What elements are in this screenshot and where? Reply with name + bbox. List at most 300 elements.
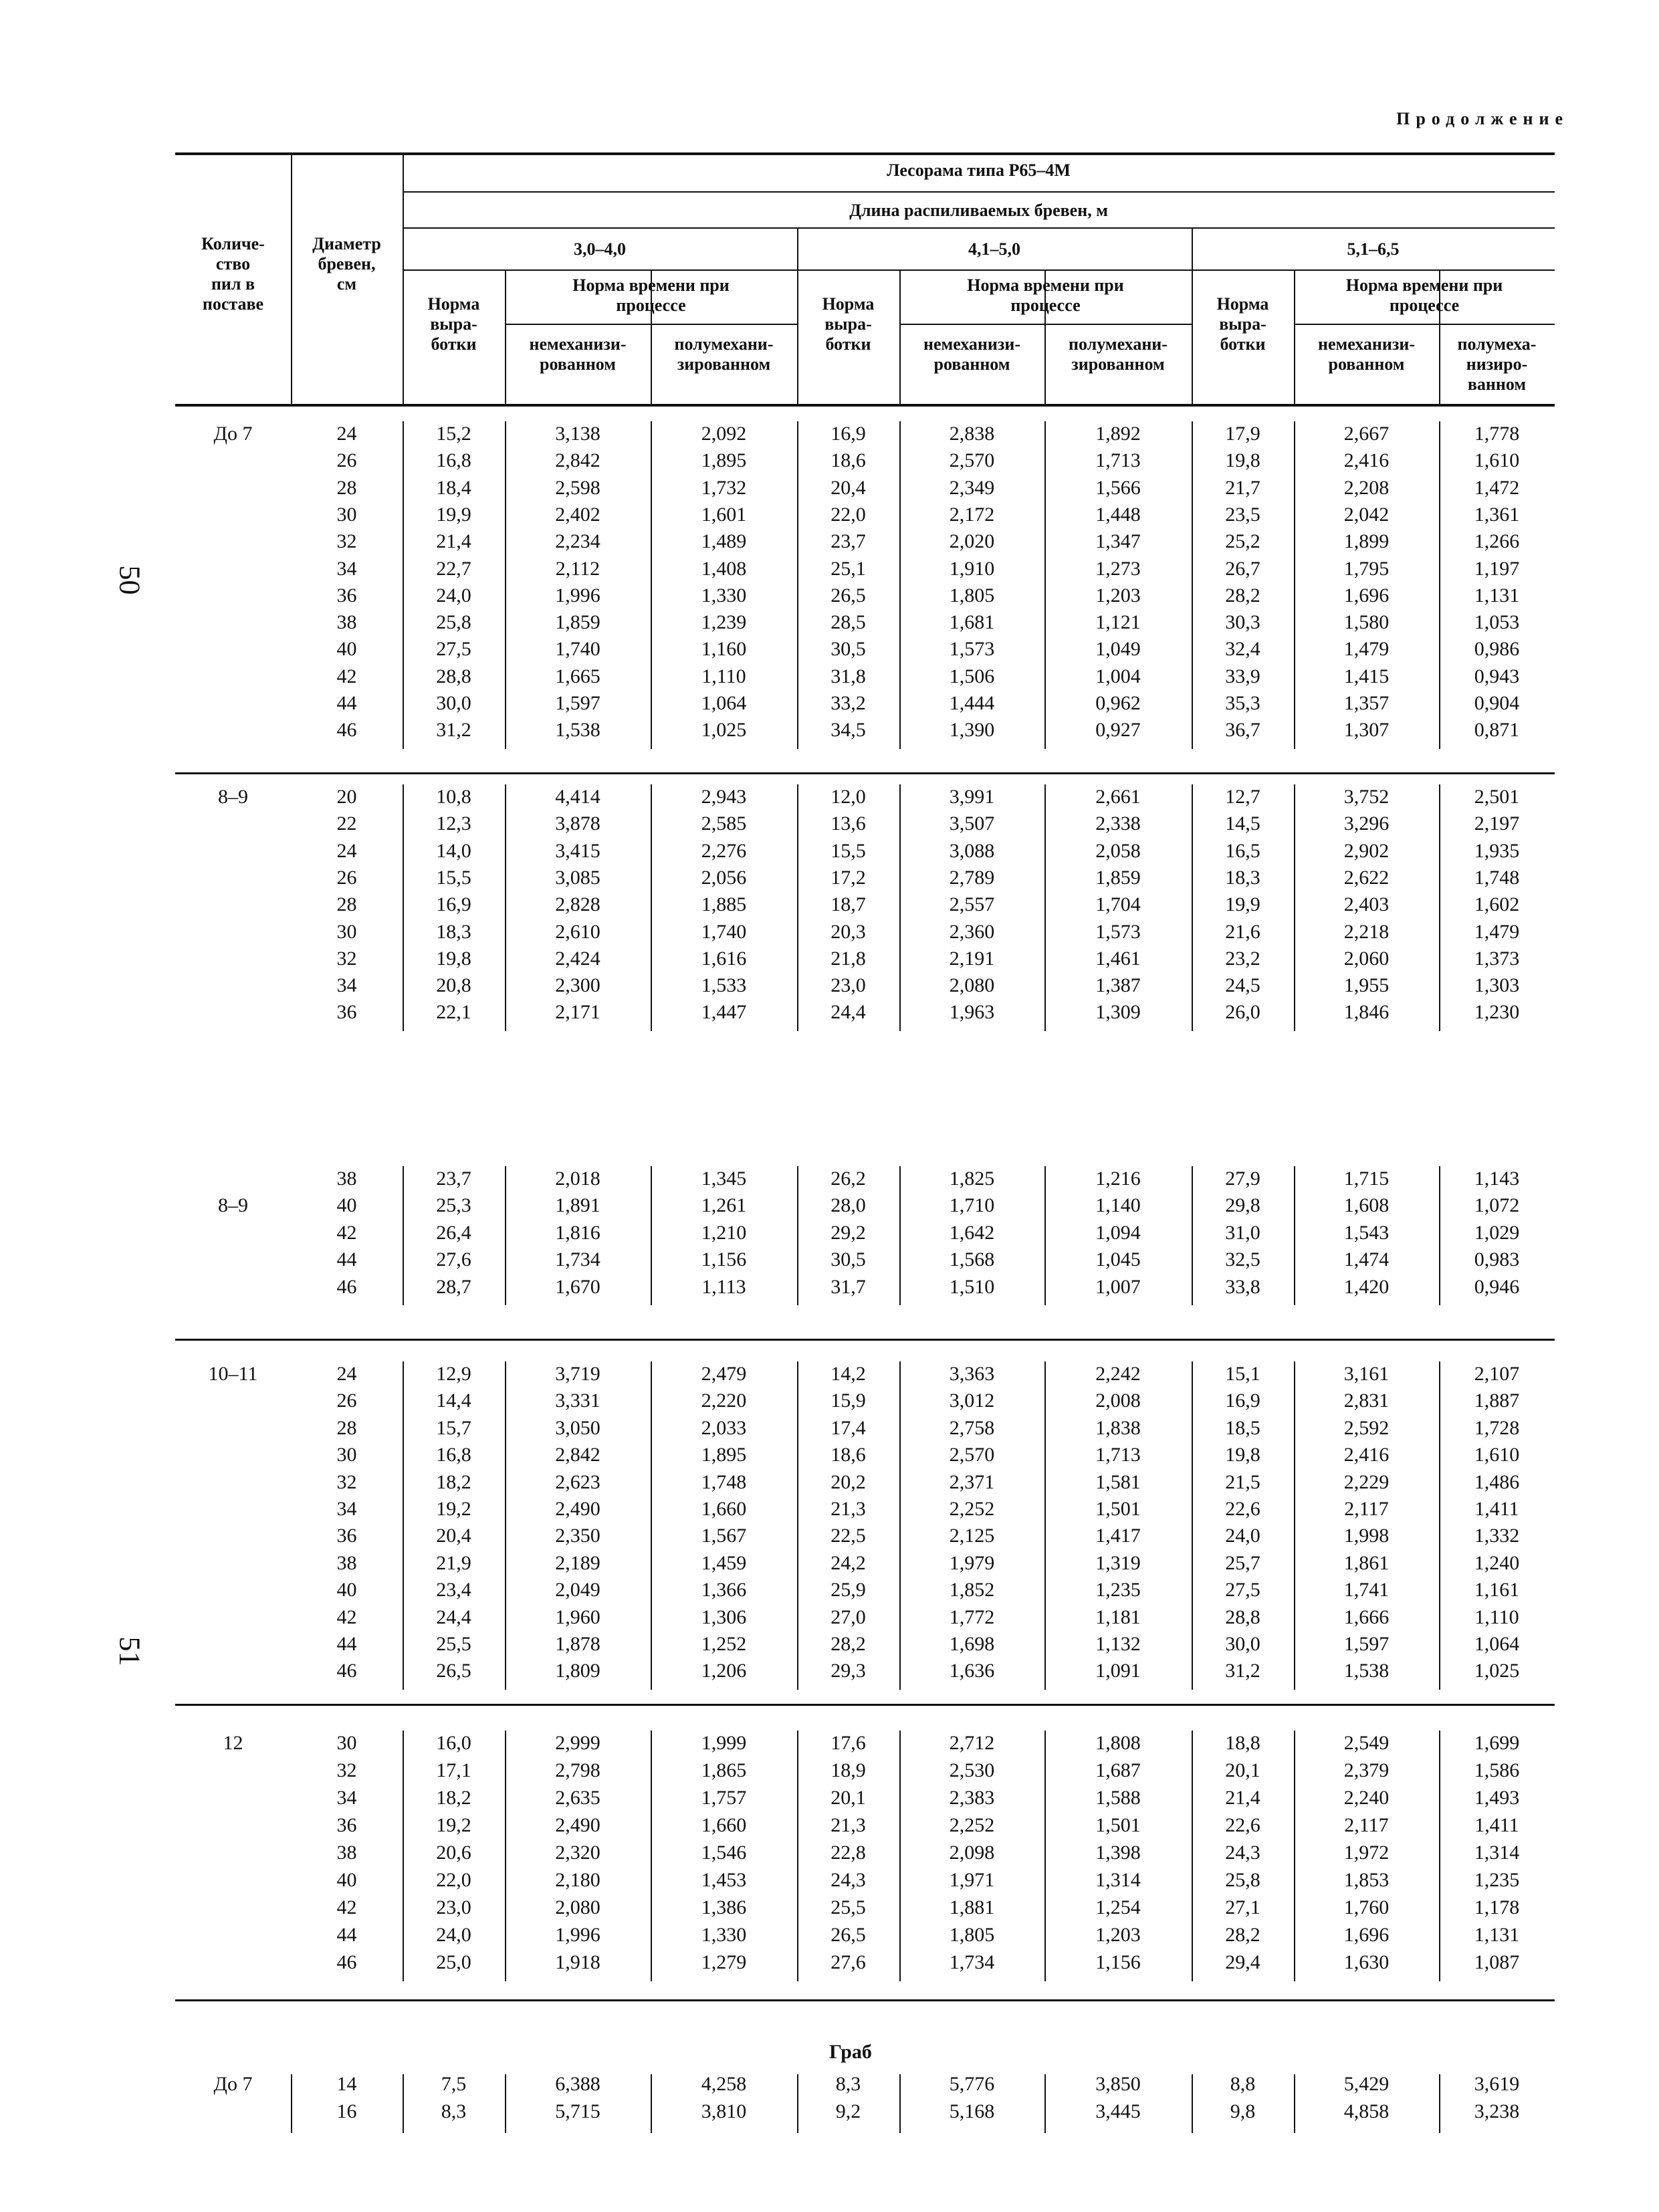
table-cell-nonmech-51-65: 1,715 xyxy=(1343,1168,1390,1190)
table-cell-semimech-30-40: 1,210 xyxy=(701,1221,747,1244)
table-cell-diameter: 26 xyxy=(336,866,357,889)
table-cell-output-51-65: 8,8 xyxy=(1230,2073,1256,2095)
table-cell-nonmech-51-65: 2,667 xyxy=(1343,423,1390,445)
table-cell-nonmech-51-65: 1,357 xyxy=(1343,692,1390,714)
table-cell-output-30-40: 22,1 xyxy=(436,1001,471,1024)
table-cell-nonmech-51-65: 2,240 xyxy=(1343,1787,1390,1809)
table-cell-output-51-65: 12,7 xyxy=(1225,786,1260,808)
table-cell-diameter: 28 xyxy=(336,476,357,499)
table-cell-semimech-30-40: 1,206 xyxy=(701,1660,747,1682)
table-cell-output-30-40: 27,6 xyxy=(436,1248,471,1271)
table-cell-nonmech-41-50: 2,371 xyxy=(949,1470,995,1493)
section-separator-rule xyxy=(175,1339,1555,1341)
table-cell-nonmech-30-40: 2,234 xyxy=(555,530,600,553)
table-cell-output-51-65: 16,5 xyxy=(1225,839,1260,862)
table-cell-nonmech-51-65: 3,296 xyxy=(1343,812,1390,835)
table-cell-semimech-30-40: 1,459 xyxy=(701,1551,747,1574)
table-cell-nonmech-30-40: 2,490 xyxy=(555,1814,600,1836)
table-cell-semimech-41-50: 1,121 xyxy=(1095,611,1141,634)
table-cell-output-41-50: 16,9 xyxy=(831,423,866,445)
table-cell-nonmech-30-40: 2,171 xyxy=(555,1001,600,1024)
table-cell-output-51-65: 15,1 xyxy=(1225,1363,1260,1385)
table-cell-nonmech-41-50: 1,772 xyxy=(949,1606,995,1628)
table-cell-output-30-40: 20,4 xyxy=(436,1525,471,1547)
table-cell-nonmech-41-50: 1,910 xyxy=(949,557,995,580)
header-nonmechanized: немеханизи- рованном xyxy=(923,334,1020,374)
table-cell-nonmech-51-65: 2,379 xyxy=(1343,1759,1390,1781)
table-cell-output-30-40: 26,4 xyxy=(436,1221,471,1244)
table-cell-nonmech-51-65: 2,229 xyxy=(1343,1470,1390,1493)
table-cell-semimech-51-65: 1,161 xyxy=(1474,1579,1520,1601)
page-number-51: 51 xyxy=(113,1636,146,1666)
table-cell-output-51-65: 21,4 xyxy=(1225,1787,1260,1809)
table-cell-semimech-41-50: 1,347 xyxy=(1095,530,1141,553)
table-cell-output-30-40: 25,5 xyxy=(436,1633,471,1655)
table-cell-output-51-65: 23,2 xyxy=(1225,947,1260,970)
table-cell-output-41-50: 21,3 xyxy=(831,1498,866,1520)
table-cell-output-30-40: 25,0 xyxy=(436,1951,471,1973)
table-cell-semimech-30-40: 1,306 xyxy=(701,1606,747,1628)
table-cell-diameter: 42 xyxy=(336,1606,357,1628)
section-saws-label: 8–9 xyxy=(218,1194,248,1217)
table-cell-nonmech-41-50: 2,758 xyxy=(949,1416,995,1439)
table-cell-output-41-50: 23,7 xyxy=(831,530,866,553)
table-cell-nonmech-41-50: 2,383 xyxy=(949,1787,995,1809)
table-cell-semimech-51-65: 0,943 xyxy=(1474,665,1520,687)
table-cell-output-30-40: 19,2 xyxy=(436,1498,471,1520)
table-cell-diameter: 42 xyxy=(336,1896,357,1918)
table-cell-nonmech-41-50: 1,852 xyxy=(949,1579,995,1601)
table-cell-semimech-51-65: 1,266 xyxy=(1474,530,1520,553)
table-cell-output-30-40: 18,2 xyxy=(436,1787,471,1809)
table-cell-nonmech-41-50: 1,963 xyxy=(949,1001,995,1024)
table-cell-semimech-30-40: 1,660 xyxy=(701,1814,747,1836)
section-separator-rule xyxy=(175,772,1555,774)
table-cell-output-51-65: 29,8 xyxy=(1225,1194,1260,1217)
table-cell-semimech-30-40: 1,757 xyxy=(701,1787,747,1809)
table-cell-semimech-51-65: 1,110 xyxy=(1474,1606,1519,1628)
table-cell-semimech-41-50: 1,132 xyxy=(1095,1633,1141,1655)
table-cell-output-30-40: 7,5 xyxy=(441,2073,467,2095)
table-cell-semimech-51-65: 1,064 xyxy=(1474,1633,1520,1655)
table-cell-output-30-40: 26,5 xyxy=(436,1660,471,1682)
table-cell-nonmech-41-50: 2,125 xyxy=(949,1525,995,1547)
group-rule xyxy=(403,269,1555,271)
table-cell-nonmech-51-65: 2,042 xyxy=(1343,503,1390,526)
table-cell-output-30-40: 24,0 xyxy=(436,1924,471,1946)
table-cell-nonmech-30-40: 2,180 xyxy=(555,1869,600,1891)
table-cell-output-51-65: 22,6 xyxy=(1225,1498,1260,1520)
table-cell-nonmech-30-40: 1,670 xyxy=(555,1275,600,1298)
table-cell-output-41-50: 20,1 xyxy=(831,1787,866,1809)
table-cell-semimech-41-50: 1,049 xyxy=(1095,638,1141,661)
table-cell-output-51-65: 36,7 xyxy=(1225,719,1260,742)
table-cell-output-41-50: 8,3 xyxy=(835,2073,861,2095)
table-cell-output-30-40: 20,8 xyxy=(436,974,471,997)
table-cell-output-51-65: 19,8 xyxy=(1225,1444,1260,1466)
table-cell-semimech-51-65: 1,131 xyxy=(1474,1924,1520,1946)
table-cell-semimech-51-65: 1,230 xyxy=(1474,1001,1520,1024)
table-cell-diameter: 36 xyxy=(336,1001,357,1024)
table-cell-nonmech-41-50: 1,390 xyxy=(949,719,995,742)
table-cell-output-51-65: 21,5 xyxy=(1225,1470,1260,1493)
table-cell-nonmech-41-50: 3,088 xyxy=(949,839,995,862)
table-cell-semimech-51-65: 0,904 xyxy=(1474,692,1520,714)
table-cell-output-41-50: 34,5 xyxy=(831,719,866,742)
table-cell-diameter: 40 xyxy=(336,1194,357,1217)
table-cell-nonmech-30-40: 2,350 xyxy=(555,1525,600,1547)
table-cell-nonmech-30-40: 3,085 xyxy=(555,866,600,889)
table-cell-semimech-51-65: 1,361 xyxy=(1474,503,1520,526)
table-cell-output-30-40: 17,1 xyxy=(436,1759,471,1781)
table-cell-nonmech-30-40: 1,996 xyxy=(555,1924,600,1946)
header-norm-output: Норма выра- ботки xyxy=(822,294,875,354)
table-cell-output-41-50: 24,4 xyxy=(831,1001,866,1024)
table-cell-output-30-40: 22,7 xyxy=(436,557,471,580)
table-cell-output-41-50: 17,2 xyxy=(831,866,866,889)
table-cell-output-30-40: 23,0 xyxy=(436,1896,471,1918)
table-cell-semimech-30-40: 2,033 xyxy=(701,1416,747,1439)
machine-rule xyxy=(403,191,1555,193)
table-cell-semimech-51-65: 1,493 xyxy=(1474,1787,1520,1809)
grab-saws-label: До 7 xyxy=(213,2073,253,2095)
table-cell-diameter: 40 xyxy=(336,638,357,661)
table-cell-semimech-41-50: 1,235 xyxy=(1095,1579,1141,1601)
table-cell-nonmech-41-50: 2,789 xyxy=(949,866,995,889)
table-cell-output-41-50: 26,5 xyxy=(831,1924,866,1946)
table-cell-output-30-40: 23,7 xyxy=(436,1168,471,1190)
header-saws-count: Количе- ство пил в поставе xyxy=(201,234,265,314)
table-cell-nonmech-30-40: 5,715 xyxy=(555,2100,600,2122)
table-cell-semimech-51-65: 2,501 xyxy=(1474,786,1520,808)
table-cell-nonmech-51-65: 1,955 xyxy=(1343,974,1390,997)
table-cell-output-41-50: 15,9 xyxy=(831,1390,866,1412)
table-cell-semimech-41-50: 1,004 xyxy=(1095,665,1141,687)
table-cell-semimech-51-65: 1,373 xyxy=(1474,947,1520,970)
table-cell-diameter: 28 xyxy=(336,1416,357,1439)
table-cell-output-51-65: 19,8 xyxy=(1225,449,1260,472)
table-cell-output-51-65: 21,6 xyxy=(1225,920,1260,943)
table-cell-output-30-40: 31,2 xyxy=(436,719,471,742)
table-cell-semimech-51-65: 2,197 xyxy=(1474,812,1520,835)
table-cell-output-51-65: 19,9 xyxy=(1225,893,1260,916)
header-nonmechanized: немеханизи- рованном xyxy=(529,334,627,374)
table-cell-diameter: 38 xyxy=(336,1842,357,1864)
table-cell-nonmech-51-65: 1,741 xyxy=(1343,1579,1390,1601)
table-cell-nonmech-51-65: 2,549 xyxy=(1343,1732,1390,1754)
table-cell-output-51-65: 31,0 xyxy=(1225,1221,1260,1244)
table-cell-nonmech-41-50: 1,698 xyxy=(949,1633,995,1655)
table-cell-nonmech-30-40: 2,424 xyxy=(555,947,600,970)
table-cell-output-41-50: 21,3 xyxy=(831,1814,866,1836)
section-saws-label: До 7 xyxy=(213,423,253,445)
table-cell-nonmech-41-50: 1,881 xyxy=(949,1896,995,1918)
table-cell-output-30-40: 10,8 xyxy=(436,786,471,808)
table-cell-diameter: 34 xyxy=(336,974,357,997)
table-cell-semimech-30-40: 1,453 xyxy=(701,1869,747,1891)
table-cell-semimech-30-40: 1,252 xyxy=(701,1633,747,1655)
table-cell-nonmech-41-50: 1,805 xyxy=(949,1924,995,1946)
table-cell-output-51-65: 28,2 xyxy=(1225,584,1260,606)
table-cell-output-30-40: 30,0 xyxy=(436,692,471,714)
table-cell-nonmech-30-40: 2,842 xyxy=(555,449,600,472)
table-cell-nonmech-30-40: 1,809 xyxy=(555,1660,600,1682)
table-cell-diameter: 46 xyxy=(336,1275,357,1298)
table-cell-diameter: 36 xyxy=(336,584,357,606)
table-cell-semimech-51-65: 1,887 xyxy=(1474,1390,1520,1412)
table-cell-semimech-30-40: 2,056 xyxy=(701,866,747,889)
table-cell-nonmech-30-40: 2,999 xyxy=(555,1732,600,1754)
table-cell-nonmech-51-65: 2,208 xyxy=(1343,476,1390,499)
table-cell-semimech-41-50: 1,254 xyxy=(1095,1896,1141,1918)
table-cell-semimech-41-50: 1,573 xyxy=(1095,920,1141,943)
table-cell-nonmech-30-40: 1,859 xyxy=(555,611,600,634)
table-cell-nonmech-41-50: 2,172 xyxy=(949,503,995,526)
page-number-50: 50 xyxy=(113,565,146,595)
header-length-group: 5,1–6,5 xyxy=(1347,239,1400,259)
table-cell-nonmech-51-65: 1,608 xyxy=(1343,1194,1390,1217)
table-cell-nonmech-41-50: 1,568 xyxy=(949,1248,995,1271)
table-cell-output-51-65: 35,3 xyxy=(1225,692,1260,714)
table-cell-output-41-50: 25,5 xyxy=(831,1896,866,1918)
table-cell-output-41-50: 13,6 xyxy=(831,812,866,835)
table-cell-nonmech-51-65: 1,474 xyxy=(1343,1248,1390,1271)
table-cell-semimech-41-50: 1,091 xyxy=(1095,1660,1141,1682)
table-cell-nonmech-51-65: 1,538 xyxy=(1343,1660,1390,1682)
table-cell-output-51-65: 28,2 xyxy=(1225,1924,1260,1946)
table-cell-output-51-65: 22,6 xyxy=(1225,1814,1260,1836)
table-cell-diameter: 26 xyxy=(336,449,357,472)
table-cell-diameter: 30 xyxy=(336,1444,357,1466)
table-cell-nonmech-41-50: 1,573 xyxy=(949,638,995,661)
table-cell-semimech-51-65: 1,197 xyxy=(1474,557,1520,580)
table-cell-semimech-30-40: 1,660 xyxy=(701,1498,747,1520)
table-cell-semimech-41-50: 2,242 xyxy=(1095,1363,1141,1385)
table-cell-output-30-40: 8,3 xyxy=(441,2100,467,2122)
header-semimechanized: полумеха- низиро- ванном xyxy=(1457,334,1537,394)
table-cell-nonmech-51-65: 1,580 xyxy=(1343,611,1390,634)
table-cell-diameter: 22 xyxy=(336,812,357,835)
table-cell-semimech-51-65: 0,946 xyxy=(1474,1275,1520,1298)
header-machine-type: Лесорама типа Р65–4М xyxy=(887,160,1071,180)
table-cell-output-41-50: 17,4 xyxy=(831,1416,866,1439)
table-cell-semimech-30-40: 1,895 xyxy=(701,449,747,472)
table-cell-output-30-40: 19,2 xyxy=(436,1814,471,1836)
table-cell-semimech-41-50: 1,501 xyxy=(1095,1498,1141,1520)
table-cell-diameter: 44 xyxy=(336,1248,357,1271)
table-cell-output-41-50: 22,5 xyxy=(831,1525,866,1547)
table-cell-output-41-50: 20,4 xyxy=(831,476,866,499)
table-cell-output-30-40: 16,0 xyxy=(436,1732,471,1754)
continuation-label: Продолжение xyxy=(1396,109,1569,128)
table-cell-output-41-50: 25,9 xyxy=(831,1579,866,1601)
table-cell-semimech-41-50: 3,445 xyxy=(1095,2100,1141,2122)
table-cell-nonmech-41-50: 1,642 xyxy=(949,1221,995,1244)
table-cell-semimech-51-65: 2,107 xyxy=(1474,1363,1520,1385)
header-norm-output: Норма выра- ботки xyxy=(427,294,480,354)
table-cell-diameter: 30 xyxy=(336,1732,357,1754)
header-norm-time: Норма времени при процессе xyxy=(1345,275,1503,315)
table-cell-nonmech-41-50: 2,557 xyxy=(949,893,995,916)
table-cell-semimech-51-65: 1,314 xyxy=(1474,1842,1520,1864)
table-cell-output-41-50: 29,3 xyxy=(831,1660,866,1682)
table-cell-nonmech-51-65: 1,846 xyxy=(1343,1001,1390,1024)
table-cell-output-30-40: 15,2 xyxy=(436,423,471,445)
table-cell-output-51-65: 9,8 xyxy=(1230,2100,1256,2122)
table-cell-nonmech-30-40: 2,635 xyxy=(555,1787,600,1809)
table-cell-semimech-51-65: 1,472 xyxy=(1474,476,1520,499)
table-cell-output-51-65: 30,0 xyxy=(1225,1633,1260,1655)
table-cell-nonmech-41-50: 5,776 xyxy=(949,2073,995,2095)
table-cell-nonmech-41-50: 2,191 xyxy=(949,947,995,970)
table-cell-semimech-51-65: 1,029 xyxy=(1474,1221,1520,1244)
table-cell-diameter: 44 xyxy=(336,692,357,714)
table-cell-diameter: 42 xyxy=(336,1221,357,1244)
table-cell-output-30-40: 25,3 xyxy=(436,1194,471,1217)
table-cell-output-30-40: 18,4 xyxy=(436,476,471,499)
table-cell-nonmech-30-40: 2,828 xyxy=(555,893,600,916)
table-cell-output-51-65: 26,0 xyxy=(1225,1001,1260,1024)
table-cell-semimech-41-50: 2,058 xyxy=(1095,839,1141,862)
table-cell-output-30-40: 23,4 xyxy=(436,1579,471,1601)
table-cell-output-30-40: 25,8 xyxy=(436,611,471,634)
table-cell-output-51-65: 24,3 xyxy=(1225,1842,1260,1864)
table-cell-semimech-41-50: 3,850 xyxy=(1095,2073,1141,2095)
table-cell-nonmech-51-65: 2,831 xyxy=(1343,1390,1390,1412)
table-cell-semimech-30-40: 1,885 xyxy=(701,893,747,916)
header-norm-time: Норма времени при процессе xyxy=(572,275,730,315)
table-cell-output-51-65: 16,9 xyxy=(1225,1390,1260,1412)
table-cell-output-51-65: 24,5 xyxy=(1225,974,1260,997)
table-cell-output-41-50: 33,2 xyxy=(831,692,866,714)
table-cell-output-41-50: 31,8 xyxy=(831,665,866,687)
table-cell-semimech-30-40: 1,489 xyxy=(701,530,747,553)
table-cell-nonmech-51-65: 1,972 xyxy=(1343,1842,1390,1864)
table-cell-nonmech-41-50: 2,252 xyxy=(949,1814,995,1836)
table-cell-diameter: 16 xyxy=(336,2100,357,2122)
table-cell-output-30-40: 12,9 xyxy=(436,1363,471,1385)
table-cell-nonmech-30-40: 1,538 xyxy=(555,719,600,742)
table-cell-output-41-50: 29,2 xyxy=(831,1221,866,1244)
table-cell-output-51-65: 33,8 xyxy=(1225,1275,1260,1298)
table-cell-output-51-65: 27,9 xyxy=(1225,1168,1260,1190)
header-nonmechanized: немеханизи- рованном xyxy=(1318,334,1415,374)
table-cell-semimech-30-40: 1,567 xyxy=(701,1525,747,1547)
table-cell-semimech-41-50: 2,338 xyxy=(1095,812,1141,835)
table-cell-semimech-30-40: 1,533 xyxy=(701,974,747,997)
table-cell-semimech-30-40: 1,865 xyxy=(701,1759,747,1781)
table-cell-semimech-30-40: 1,279 xyxy=(701,1951,747,1973)
table-cell-semimech-30-40: 1,732 xyxy=(701,476,747,499)
header-col-rule xyxy=(403,152,404,404)
table-cell-semimech-51-65: 1,235 xyxy=(1474,1869,1520,1891)
table-cell-semimech-51-65: 1,178 xyxy=(1474,1896,1520,1918)
table-cell-semimech-41-50: 0,962 xyxy=(1095,692,1141,714)
table-cell-output-51-65: 21,7 xyxy=(1225,476,1260,499)
table-cell-output-51-65: 32,4 xyxy=(1225,638,1260,661)
table-cell-nonmech-30-40: 2,300 xyxy=(555,974,600,997)
table-cell-semimech-30-40: 2,943 xyxy=(701,786,747,808)
table-cell-output-41-50: 30,5 xyxy=(831,1248,866,1271)
header-semimechanized: полумехани- зированном xyxy=(1069,334,1168,374)
table-cell-output-41-50: 18,7 xyxy=(831,893,866,916)
table-cell-semimech-41-50: 1,203 xyxy=(1095,1924,1141,1946)
table-cell-semimech-30-40: 2,220 xyxy=(701,1390,747,1412)
table-cell-nonmech-30-40: 2,049 xyxy=(555,1579,600,1601)
table-cell-nonmech-51-65: 1,666 xyxy=(1343,1606,1390,1628)
table-cell-nonmech-51-65: 2,117 xyxy=(1344,1814,1389,1836)
table-cell-semimech-41-50: 1,687 xyxy=(1095,1759,1141,1781)
table-cell-diameter: 26 xyxy=(336,1390,357,1412)
table-cell-output-41-50: 31,7 xyxy=(831,1275,866,1298)
table-cell-semimech-51-65: 1,602 xyxy=(1474,893,1520,916)
table-cell-semimech-30-40: 1,740 xyxy=(701,920,747,943)
table-cell-semimech-41-50: 1,713 xyxy=(1095,449,1141,472)
table-cell-output-51-65: 25,2 xyxy=(1225,530,1260,553)
table-cell-nonmech-30-40: 3,878 xyxy=(555,812,600,835)
table-cell-nonmech-30-40: 2,018 xyxy=(555,1168,600,1190)
table-cell-output-51-65: 17,9 xyxy=(1225,423,1260,445)
table-cell-nonmech-41-50: 1,971 xyxy=(949,1869,995,1891)
table-cell-nonmech-30-40: 1,816 xyxy=(555,1221,600,1244)
table-cell-output-30-40: 28,7 xyxy=(436,1275,471,1298)
table-cell-semimech-51-65: 1,411 xyxy=(1474,1814,1519,1836)
header-length-group: 4,1–5,0 xyxy=(968,239,1020,259)
table-cell-output-51-65: 27,1 xyxy=(1225,1896,1260,1918)
table-cell-diameter: 40 xyxy=(336,1579,357,1601)
header-bottom-rule xyxy=(175,404,1555,407)
section-saws-label: 12 xyxy=(223,1732,243,1754)
table-cell-semimech-30-40: 2,479 xyxy=(701,1363,747,1385)
table-cell-output-51-65: 23,5 xyxy=(1225,503,1260,526)
table-cell-output-41-50: 27,0 xyxy=(831,1606,866,1628)
table-cell-semimech-41-50: 1,203 xyxy=(1095,584,1141,606)
table-cell-diameter: 32 xyxy=(336,1470,357,1493)
table-cell-nonmech-41-50: 3,991 xyxy=(949,786,995,808)
table-cell-semimech-41-50: 1,838 xyxy=(1095,1416,1141,1439)
table-cell-output-41-50: 28,0 xyxy=(831,1194,866,1217)
table-cell-nonmech-51-65: 2,622 xyxy=(1343,866,1390,889)
table-cell-semimech-41-50: 1,273 xyxy=(1095,557,1141,580)
table-cell-semimech-51-65: 1,240 xyxy=(1474,1551,1520,1574)
table-cell-output-30-40: 24,4 xyxy=(436,1606,471,1628)
table-cell-nonmech-51-65: 2,218 xyxy=(1343,920,1390,943)
table-cell-diameter: 24 xyxy=(336,423,357,445)
table-cell-semimech-51-65: 1,087 xyxy=(1474,1951,1520,1973)
table-cell-semimech-41-50: 1,140 xyxy=(1095,1194,1141,1217)
table-cell-nonmech-51-65: 1,998 xyxy=(1343,1525,1390,1547)
table-cell-output-51-65: 30,3 xyxy=(1225,611,1260,634)
table-cell-output-51-65: 18,5 xyxy=(1225,1416,1260,1439)
table-cell-output-41-50: 26,2 xyxy=(831,1168,866,1190)
table-cell-output-41-50: 12,0 xyxy=(831,786,866,808)
table-cell-output-51-65: 25,8 xyxy=(1225,1869,1260,1891)
table-cell-output-30-40: 14,0 xyxy=(436,839,471,862)
table-cell-semimech-30-40: 1,239 xyxy=(701,611,747,634)
table-cell-semimech-41-50: 1,007 xyxy=(1095,1275,1141,1298)
table-cell-output-41-50: 24,3 xyxy=(831,1869,866,1891)
table-cell-nonmech-51-65: 3,161 xyxy=(1343,1363,1390,1385)
table-cell-diameter: 14 xyxy=(336,2073,357,2095)
table-cell-diameter: 34 xyxy=(336,557,357,580)
table-cell-output-30-40: 21,9 xyxy=(436,1551,471,1574)
table-cell-semimech-30-40: 1,330 xyxy=(701,584,747,606)
table-cell-semimech-51-65: 1,072 xyxy=(1474,1194,1520,1217)
table-cell-diameter: 28 xyxy=(336,893,357,916)
table-cell-semimech-41-50: 1,417 xyxy=(1095,1525,1141,1547)
table-cell-nonmech-41-50: 2,530 xyxy=(949,1759,995,1781)
table-cell-semimech-41-50: 1,398 xyxy=(1095,1842,1141,1864)
